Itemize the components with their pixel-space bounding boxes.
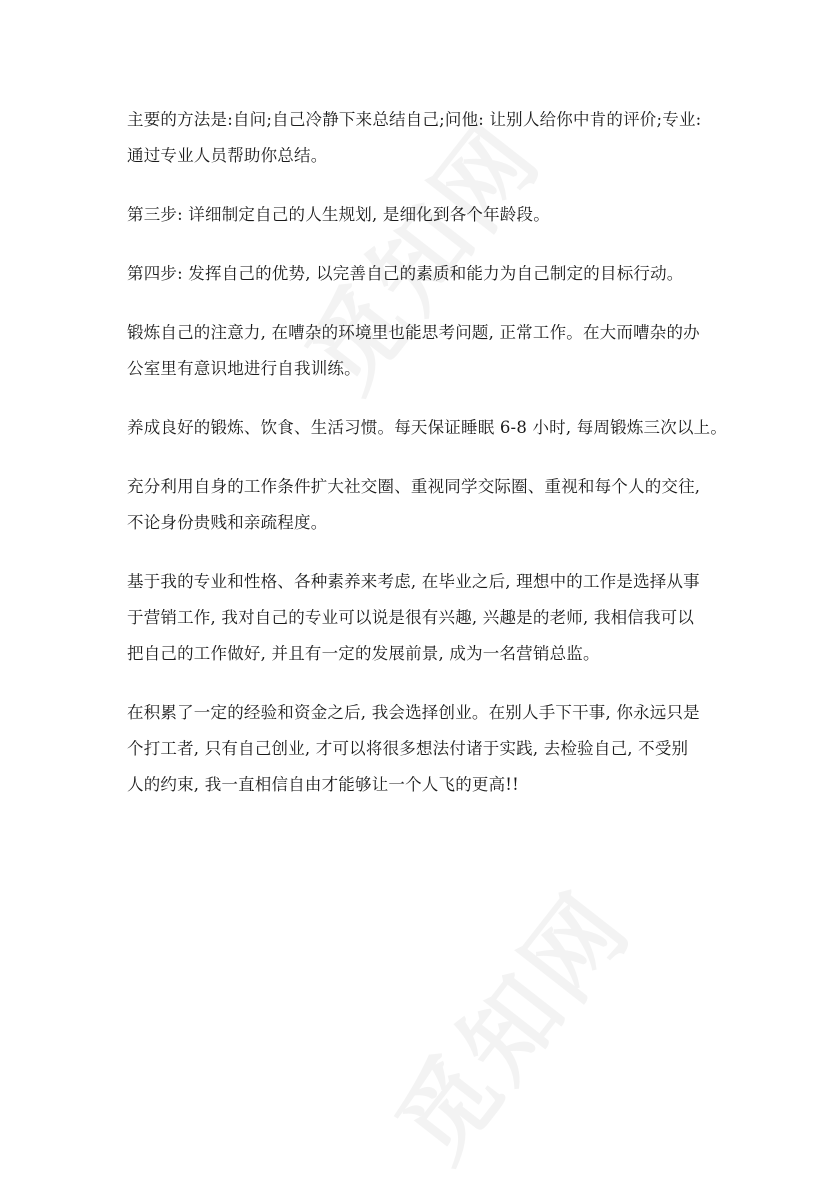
paragraph-step-three — [127, 197, 713, 233]
text-line: 于营销工作, 我对自己的专业可以说是很有兴趣, 兴趣是的老师, 我相信我可以 — [127, 608, 695, 627]
document-body — [127, 102, 728, 826]
paragraph-social-circle — [127, 469, 713, 541]
text-line: 在积累了一定的经验和资金之后, 我会选择创业。在别人手下干事, 你永远只是 — [127, 703, 700, 722]
paragraph-attention-training — [127, 315, 713, 387]
text-line: 不论身份贵贱和亲疏程度。 — [127, 513, 328, 532]
text-line: 第四步: 发挥自己的优势, 以完善自己的素质和能力为自己制定的目标行动。 — [127, 264, 684, 283]
text-line: 公室里有意识地进行自我训练。 — [127, 359, 361, 378]
text-line: 养成良好的锻炼、饮食、生活习惯。每天保证睡眠 6-8 小时, 每周锻炼三次以上。 — [127, 418, 728, 437]
text-line: 充分利用自身的工作条件扩大社交圈、重视同学交际圈、重视和每个人的交往, — [127, 477, 701, 496]
watermark — [360, 859, 656, 1184]
text-line: 锻炼自己的注意力, 在嘈杂的环境里也能思考问题, 正常工作。在大而嘈杂的办 — [127, 323, 700, 342]
paragraph-career-goal — [127, 564, 713, 672]
text-line: 基于我的专业和性格、各种素养来考虑, 在毕业之后, 理想中的工作是选择从事 — [127, 572, 700, 591]
text-line: 主要的方法是:自问;自己冷静下来总结自己;问他: 让别人给你中肯的评价;专业: — [127, 110, 702, 129]
text-line: 人的约束, 我一直相信自由才能够让一个人飞的更高!! — [127, 775, 519, 794]
text-line: 个打工者, 只有自己创业, 才可以将很多想法付诸于实践, 去检验自己, 不受别 — [127, 739, 689, 758]
paragraph-step-four — [127, 256, 713, 292]
text-line: 通过专业人员帮助你总结。 — [127, 146, 328, 165]
paragraph-healthy-habits — [127, 410, 728, 446]
paragraph-entrepreneurship — [127, 695, 713, 803]
text-line: 第三步: 详细制定自己的人生规划, 是细化到各个年龄段。 — [127, 205, 550, 224]
text-line: 把自己的工作做好, 并且有一定的发展前景, 成为一名营销总监。 — [127, 644, 600, 663]
paragraph-self-assessment-methods — [127, 102, 713, 174]
